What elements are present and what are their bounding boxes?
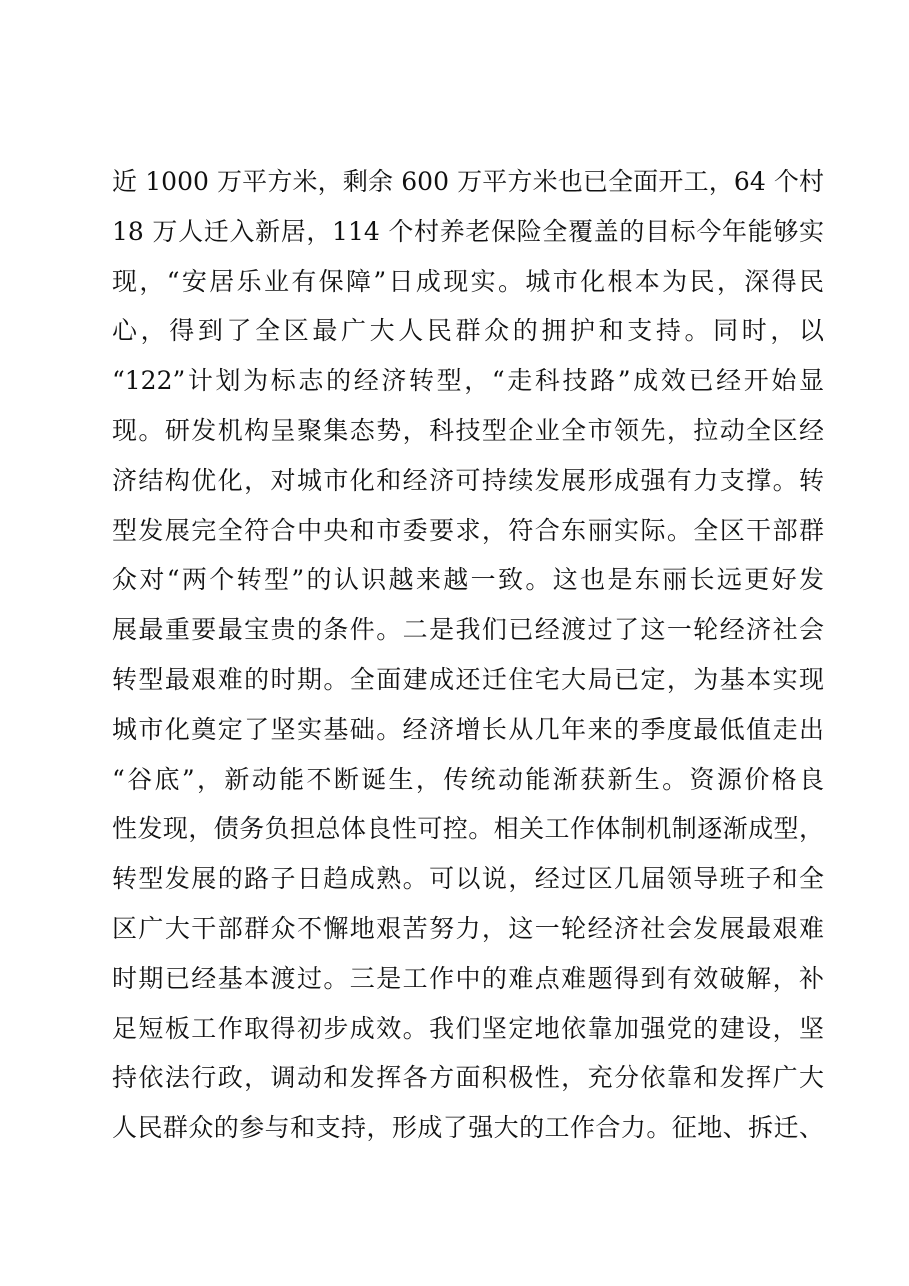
text-line: 性发现，债务负担总体良性可控。相关工作体制机制逐渐成型， [112,814,824,844]
text-line: “122”计划为标志的经济转型，“走科技路”成效已经开始显 [112,366,824,396]
text-line: 区广大干部群众不懈地艰苦努力，这一轮经济社会发展最艰难 [112,913,824,943]
text-line: 18 万人迁入新居，114 个村养老保险全覆盖的目标今年能够实 [112,216,824,246]
text-line: 现。研发机构呈聚集态势，科技型企业全市领先，拉动全区经 [112,415,824,445]
text-line: 转型最艰难的时期。全面建成还迁住宅大局已定，为基本实现 [112,664,824,694]
text-line: 心，得到了全区最广大人民群众的拥护和支持。同时，以 [112,316,824,346]
text-line: 近 1000 万平方米，剩余 600 万平方米也已全面开工，64 个村 [112,167,824,196]
text-line: 城市化奠定了坚实基础。经济增长从几年来的季度最低值走出 [112,714,824,744]
text-line: 现，“安居乐业有保障”日成现实。城市化根本为民，深得民 [112,266,824,296]
text-line: 展最重要最宝贵的条件。二是我们已经渡过了这一轮经济社会 [112,615,824,645]
body-text [112,157,824,1153]
text-line: 时期已经基本渡过。三是工作中的难点难题得到有效破解，补 [112,963,824,993]
text-line: 众对“两个转型”的认识越来越一致。这也是东丽长远更好发 [112,565,824,595]
text-line: 转型发展的路子日趋成熟。可以说，经过区几届领导班子和全 [112,864,824,894]
text-line: 型发展完全符合中央和市委要求，符合东丽实际。全区干部群 [112,515,824,545]
text-line: 人民群众的参与和支持，形成了强大的工作合力。征地、拆迁、 [112,1113,824,1143]
text-line: 持依法行政，调动和发挥各方面积极性，充分依靠和发挥广大 [112,1063,824,1093]
text-line: 济结构优化，对城市化和经济可持续发展形成强有力支撑。转 [112,465,824,495]
text-line: 足短板工作取得初步成效。我们坚定地依靠加强党的建设，坚 [112,1013,824,1043]
text-line: “谷底”，新动能不断诞生，传统动能渐获新生。资源价格良 [112,764,824,794]
